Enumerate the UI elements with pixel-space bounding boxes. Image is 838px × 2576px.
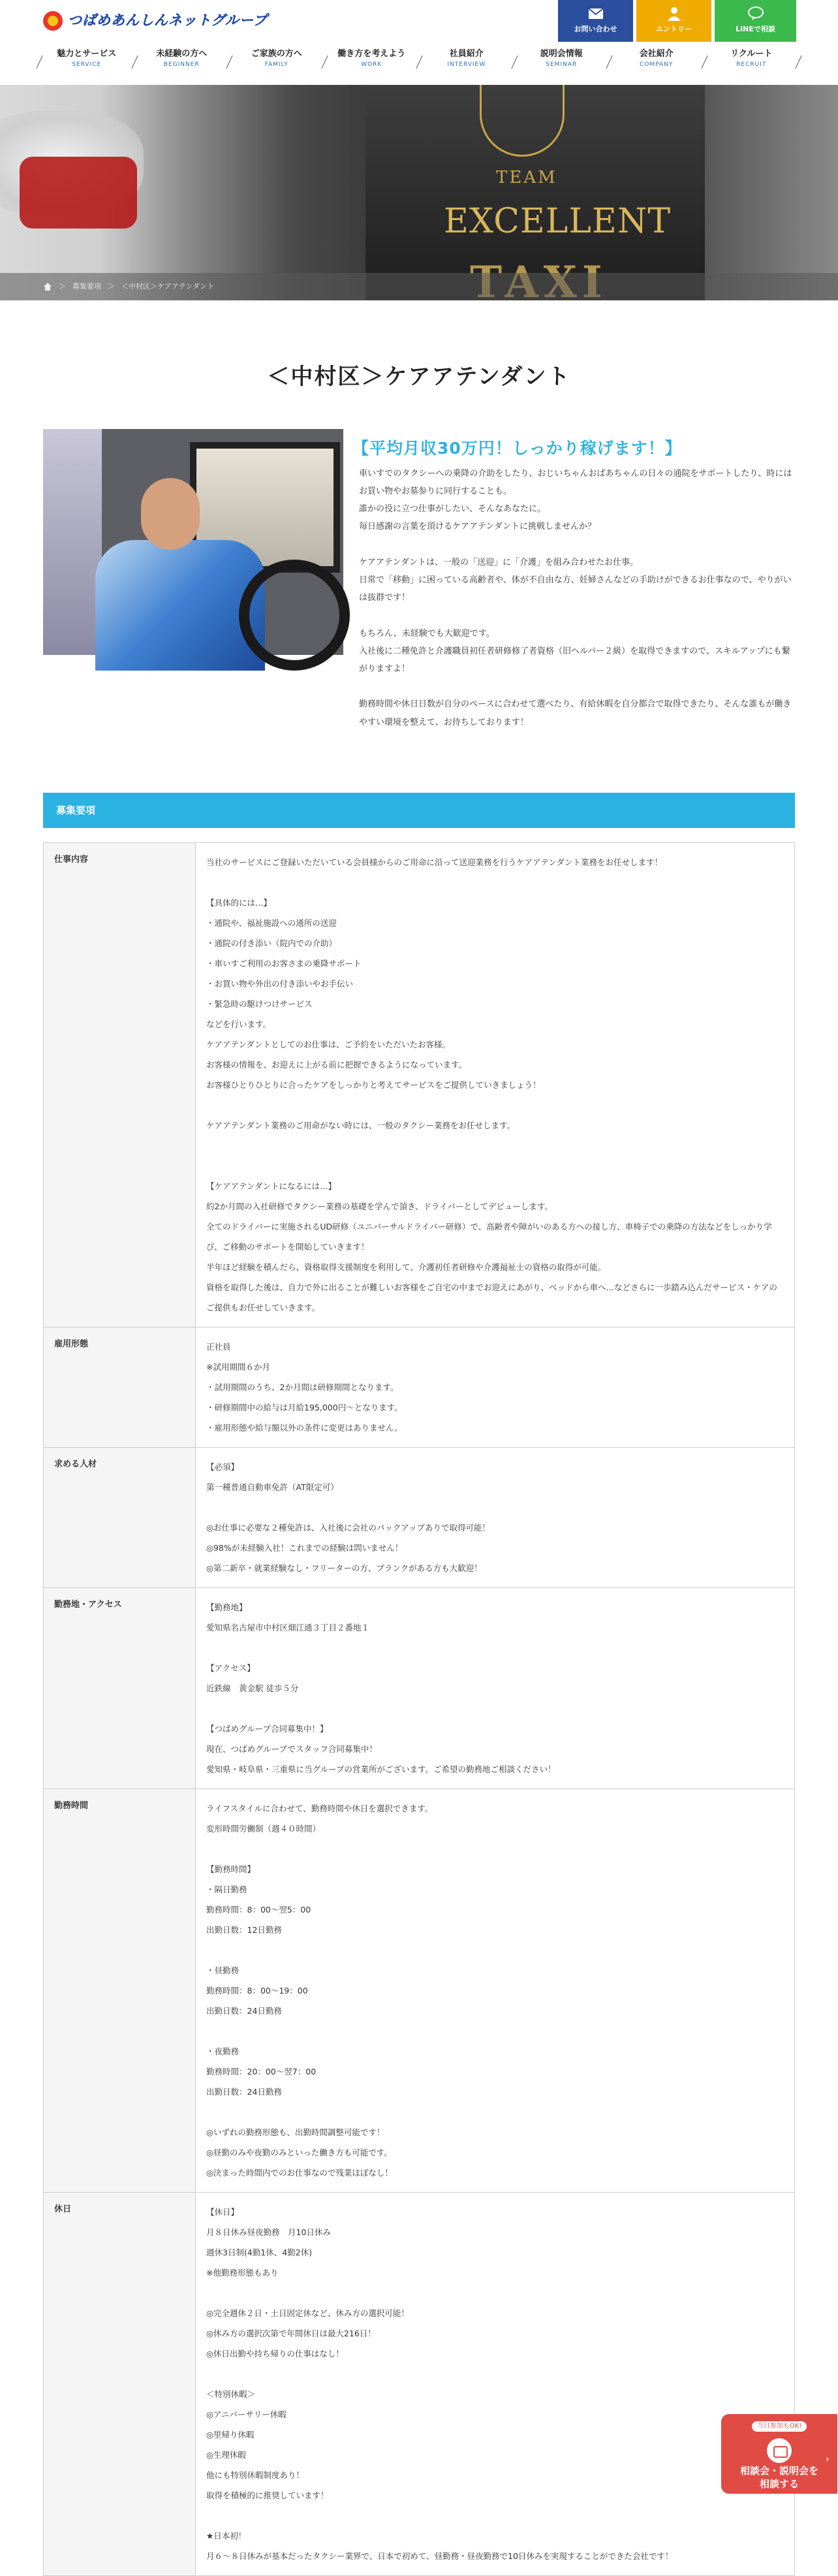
hero-excellent-text: EXCELLENT (444, 202, 672, 241)
row-line (206, 1839, 784, 1859)
consultation-banner[interactable] (721, 2414, 837, 2494)
row-line: ◎アニバーサリー休暇 (206, 2409, 287, 2419)
nav-item-recruit[interactable] (704, 47, 799, 78)
section-heading: 募集要項 (43, 793, 795, 828)
row-line: ・研修期間中の給与は月給195,000円〜となります。 (206, 1403, 403, 1412)
logo-mark-icon (43, 11, 63, 31)
photo-seat (43, 429, 102, 655)
nav-item-family[interactable] (229, 47, 324, 78)
row-line (206, 2021, 784, 2041)
row-line: ・夜勤務 (206, 2046, 240, 2056)
row-line: ・雇用形態や給与額以外の条件に変更はありません。 (206, 1423, 403, 1433)
nav-item-sublabel: SERVICE (72, 61, 102, 68)
row-line: 【具体的には…】 (206, 898, 272, 908)
intro-paragraph (359, 625, 795, 678)
nav-item-service[interactable] (39, 47, 134, 78)
row-line: ◎お仕事に必要な２種免許は、入社後に会社のバックアップありで取得可能！ (206, 1523, 491, 1533)
requirements-table (43, 842, 795, 2576)
row-content (196, 1448, 794, 1587)
row-line: ケアアテンダント業務のご用命がない時には、一般のタクシー業務をお任せします。 (206, 1121, 516, 1130)
photo-driver-head (141, 478, 200, 550)
table-row (43, 843, 795, 1328)
nav-item-sublabel: FAMILY (264, 61, 288, 68)
photo-steering-wheel (239, 560, 350, 671)
intro-line: 誰かの役に立つ仕事がしたい、そんなあなたに。 (359, 504, 546, 515)
row-line (206, 2505, 784, 2526)
row-line: ケアアテンダントとしてのお仕事は、ご予約をいただいたお客様。 (206, 1040, 451, 1049)
hero-taillight (20, 157, 137, 229)
row-line (206, 2364, 784, 2384)
row-line: ライフスタイルに合わせて、勤務時間や休日を選択できます。 (206, 1804, 433, 1813)
row-line: 取得を積極的に推奨しています！ (206, 2490, 329, 2500)
nav-item-sublabel: COMPANY (640, 61, 674, 68)
row-line: ＜特別休暇＞ (206, 2389, 256, 2399)
row-line: ・昼勤務 (206, 1965, 240, 1975)
row-line: ◎第二新卒・就業経験なし・フリーターの方、ブランクがある方も大歓迎！ (206, 1563, 482, 1573)
table-row (43, 1588, 795, 1789)
global-nav (39, 47, 799, 78)
row-line: 約2か月間の入社研修でタクシー業務の基礎を学んで頂き、ドライバーとしてデビューします。 (206, 1201, 553, 1211)
row-line (206, 1497, 784, 1518)
logo-text: つばめあんしんネットグループ (68, 12, 268, 29)
row-line: ・隔日勤務 (206, 1884, 247, 1894)
row-line: ◎昼勤のみや夜勤のみといった働き方も可能です。 (206, 2148, 392, 2157)
intro-line: 日常で「移動」に困っている高齢者や、体が不自由な方、妊婦さんなどの手助けができるお仕事なので、やりがいは抜群です！ (359, 575, 792, 603)
nav-item-label: 会社紹介 (639, 49, 674, 59)
nav-item-sublabel: BEGINNER (163, 61, 200, 68)
row-line: 全てのドライバーに実施されるUD研修（ユニバーサルドライバー研修）で、高齢者や障がいのある方への接し方、車椅子での乗降の方法などをしっかり学び、ご移動のサポートを開始していきます！ (206, 1222, 772, 1252)
row-line: 【必須】 (206, 1462, 240, 1472)
row-line (206, 2102, 784, 2122)
driver-photo (43, 429, 343, 655)
intro-line: 毎日感謝の言葉を頂けるケアアテンダントに挑戦しませんか？ (359, 522, 596, 532)
row-line (206, 1698, 784, 1719)
contact-button-label: お問い合わせ (574, 25, 617, 33)
row-line: ・試用期間のうち、2か月間は研修期間となります。 (206, 1382, 399, 1392)
intro-line: 勤務時間や休日日数が自分のペースに合わせて選べたり、有給休暇を自分都合で取得できたり、そんな誰もが働きやすい環境を整えて、お待ちしております！ (359, 699, 792, 727)
row-line: 勤務時間：8：00〜翌5：00 (206, 1905, 311, 1915)
nav-item-interview[interactable] (419, 47, 514, 78)
row-line: ・通院の付き添い（院内での介助） (206, 938, 337, 948)
nav-item-label: リクルート (730, 49, 773, 59)
mail-icon (588, 7, 604, 21)
row-line: 半年ほど経験を積んだら、資格取得支援制度を利用して、介護初任者研修や介護福祉士の資格の取得が可能。 (206, 1262, 606, 1272)
breadcrumb-current: ＜中村区＞ケアアテンダント (121, 281, 215, 291)
row-line: 【アクセス】 (206, 1663, 255, 1673)
row-label: 求める人材 (44, 1448, 196, 1587)
row-line: 近鉄線 黄金駅 徒歩５分 (206, 1683, 299, 1693)
row-line: ◎決まった時間内でのお仕事なので残業ほぼなし！ (206, 2168, 393, 2178)
nav-item-sublabel: RECRUIT (736, 61, 767, 68)
row-line: 週休3日制(4勤1休、4勤2休) (206, 2248, 313, 2257)
breadcrumb-separator: ＞ (59, 281, 66, 291)
row-line: 変形時間労働制（週４０時間） (206, 1824, 321, 1834)
line-button[interactable] (715, 0, 796, 42)
breadcrumb-parent[interactable]: 募集要項 (72, 281, 101, 291)
line-button-label: LINEで相談 (736, 25, 775, 33)
table-row (43, 1789, 795, 2193)
row-label: 勤務時間 (44, 1789, 196, 2192)
row-content (196, 1789, 794, 2192)
nav-item-work[interactable] (324, 47, 420, 78)
row-line: 出勤日数：24日勤務 (206, 2006, 282, 2016)
row-line: お客様ひとりひとりに合ったケアをしっかりと考えてサービスをご提供していきましょう！ (206, 1080, 541, 1090)
breadcrumb (0, 273, 838, 300)
breadcrumb-separator: ＞ (108, 281, 115, 291)
hero-image (0, 85, 838, 300)
row-line: 愛知県名古屋市中村区畑江通３丁目２番地１ (206, 1623, 370, 1632)
row-label: 休日 (44, 2193, 196, 2575)
row-line: 【勤務地】 (206, 1602, 247, 1612)
row-content (196, 1588, 794, 1789)
contact-button[interactable] (558, 0, 633, 42)
row-line: 愛知県・岐阜県・三重県に当グループの営業所がございます。ご希望の勤務地ご相談ください！ (206, 1764, 556, 1774)
nav-item-label: 魅力とサービス (57, 49, 117, 59)
intro-paragraph (359, 554, 795, 607)
table-row (43, 1448, 795, 1588)
document-icon (767, 2438, 792, 2463)
nav-item-company[interactable] (609, 47, 704, 78)
row-line: ◎休み方の選択次第で年間休日は最大216日！ (206, 2329, 376, 2338)
row-line: ・お買い物や外出の付き添いやお手伝い (206, 979, 354, 989)
row-line: ※試用期間６か月 (206, 1362, 270, 1372)
row-line: 月８日休み昼夜勤務 月10日休み (206, 2227, 331, 2237)
chat-bubble-icon (748, 7, 764, 21)
person-icon (666, 7, 682, 21)
nav-item-label: 社員紹介 (449, 49, 484, 59)
intro-paragraph (359, 465, 795, 536)
row-line: 正社員 (206, 1342, 231, 1352)
row-line: ◎生理休暇 (206, 2450, 246, 2460)
entry-button-label: エントリー (656, 25, 692, 33)
intro-line: 入社後に二種免許と介護職員初任者研修修了者資格（旧ヘルパー２級）を取得できますので、スキルアップにも繋がりますよ！ (359, 646, 790, 675)
entry-button[interactable] (636, 0, 711, 42)
intro-text (352, 436, 795, 731)
intro-paragraph (359, 695, 795, 731)
row-line: 【休日】 (206, 2207, 240, 2217)
hero-team-text: TEAM (496, 168, 557, 187)
row-line: 当社のサービスにご登録いただいている会員様からのご用命に沿って送迎業務を行うケアアテンダント業務をお任せします！ (206, 857, 663, 867)
nav-item-label: 説明会情報 (540, 49, 583, 59)
home-icon[interactable] (43, 283, 52, 291)
nav-item-seminar[interactable] (514, 47, 610, 78)
row-line: 他にも特別休暇制度あり！ (206, 2470, 305, 2480)
row-line: ◎いずれの勤務形態も、出勤時間調整可能です！ (206, 2127, 385, 2137)
row-line: ◎98%が未経験入社！これまでの経験は問いません！ (206, 1543, 403, 1553)
row-line: 勤務時間：20：00〜翌7：00 (206, 2067, 317, 2076)
row-line: ◎休日出勤や持ち帰りの仕事はなし！ (206, 2349, 344, 2359)
row-line: 資格を取得した後は、自力で外に出ることが難しいお客様をご自宅の中までお迎えにあがり、ベッドから車へ…などさらに一歩踏み込んだサービス・ケアのご提供もお任せしていきます。 (206, 1282, 778, 1312)
banner-badge: 当日参加もOK! (752, 2421, 807, 2432)
chevron-right-icon: › (825, 2453, 830, 2465)
row-line: 【ケアアテンダントになるには…】 (206, 1181, 337, 1191)
row-line: 月６〜８日休みが基本だったタクシー業界で、日本で初めて、昼勤務・昼夜勤務で10日休みを実現することができた会社です！ (206, 2551, 674, 2561)
row-line: ★日本初！ (206, 2531, 247, 2541)
row-line: お客様の情報を、お迎えに上がる前に把握できるようになっています。 (206, 1060, 467, 1070)
row-line: 【つばめグループ合同募集中！】 (206, 1724, 328, 1734)
intro-lead: 【平均月収30万円！しっかり稼げます！】 (352, 439, 682, 458)
row-line (206, 1156, 784, 1176)
row-line: ・緊急時の駆けつけサービス (206, 999, 313, 1009)
row-content (196, 2193, 794, 2575)
row-line: などを行います。 (206, 1019, 272, 1029)
nav-item-sublabel: SEMINAR (546, 61, 578, 68)
intro-line: 車いすでのタクシーへの乗降の介助をしたり、おじいちゃんおばあちゃんの日々の通院をサポートしたり、時にはお買い物やお墓参りに同行することも。 (359, 468, 792, 496)
intro-line: もちろん、未経験でも大歓迎です。 (359, 628, 495, 639)
row-label: 仕事内容 (44, 843, 196, 1327)
row-line (206, 2283, 784, 2303)
row-line: ※他勤務形態もあり (206, 2268, 279, 2278)
table-row (43, 1328, 795, 1448)
row-line: ◎里帰り休暇 (206, 2430, 255, 2440)
banner-line-2: 相談する (759, 2477, 799, 2490)
row-line (206, 1136, 784, 1156)
row-line: 出勤日数：24日勤務 (206, 2087, 282, 2097)
nav-item-label: 未経験の方へ (156, 49, 208, 59)
row-line: 第一種普通自動車免許（AT限定可） (206, 1482, 339, 1492)
row-line: ・通院や、福祉施設への通所の送迎 (206, 918, 337, 928)
row-content (196, 843, 794, 1327)
site-header (0, 0, 838, 85)
row-content (196, 1328, 794, 1447)
row-label: 勤務地・アクセス (44, 1588, 196, 1789)
row-line (206, 872, 784, 893)
row-line: 【勤務時間】 (206, 1864, 256, 1874)
nav-item-sublabel: WORK (361, 61, 382, 68)
row-label: 雇用形態 (44, 1328, 196, 1447)
table-row (43, 2193, 795, 2576)
nav-item-beginner[interactable] (134, 47, 230, 78)
nav-item-label: 働き方を考えよう (337, 49, 406, 59)
row-line (206, 1095, 784, 1115)
logo[interactable] (43, 9, 268, 33)
nav-item-sublabel: INTERVIEW (447, 61, 486, 68)
row-line: 現在、つばめグループでスタッフ合同募集中！ (206, 1744, 377, 1754)
row-line (206, 1940, 784, 1960)
row-line: 勤務時間：8：00〜19：00 (206, 1986, 308, 1996)
row-line: 出勤日数：12日勤務 (206, 1925, 282, 1935)
row-line (206, 1638, 784, 1658)
banner-line-1: 相談会・説明会を (739, 2464, 818, 2477)
intro-line: ケアアテンダントは、一般の「送迎」に「介護」を組み合わせたお仕事。 (359, 557, 638, 567)
row-line: ・車いすご利用のお客さまの乗降サポート (206, 959, 362, 968)
row-line: ◎完全週休２日・土日固定休など、休み方の選択可能！ (206, 2308, 409, 2318)
page-title: ＜中村区＞ケアアテンダント (267, 364, 571, 390)
nav-item-label: ご家族の方へ (251, 49, 302, 59)
